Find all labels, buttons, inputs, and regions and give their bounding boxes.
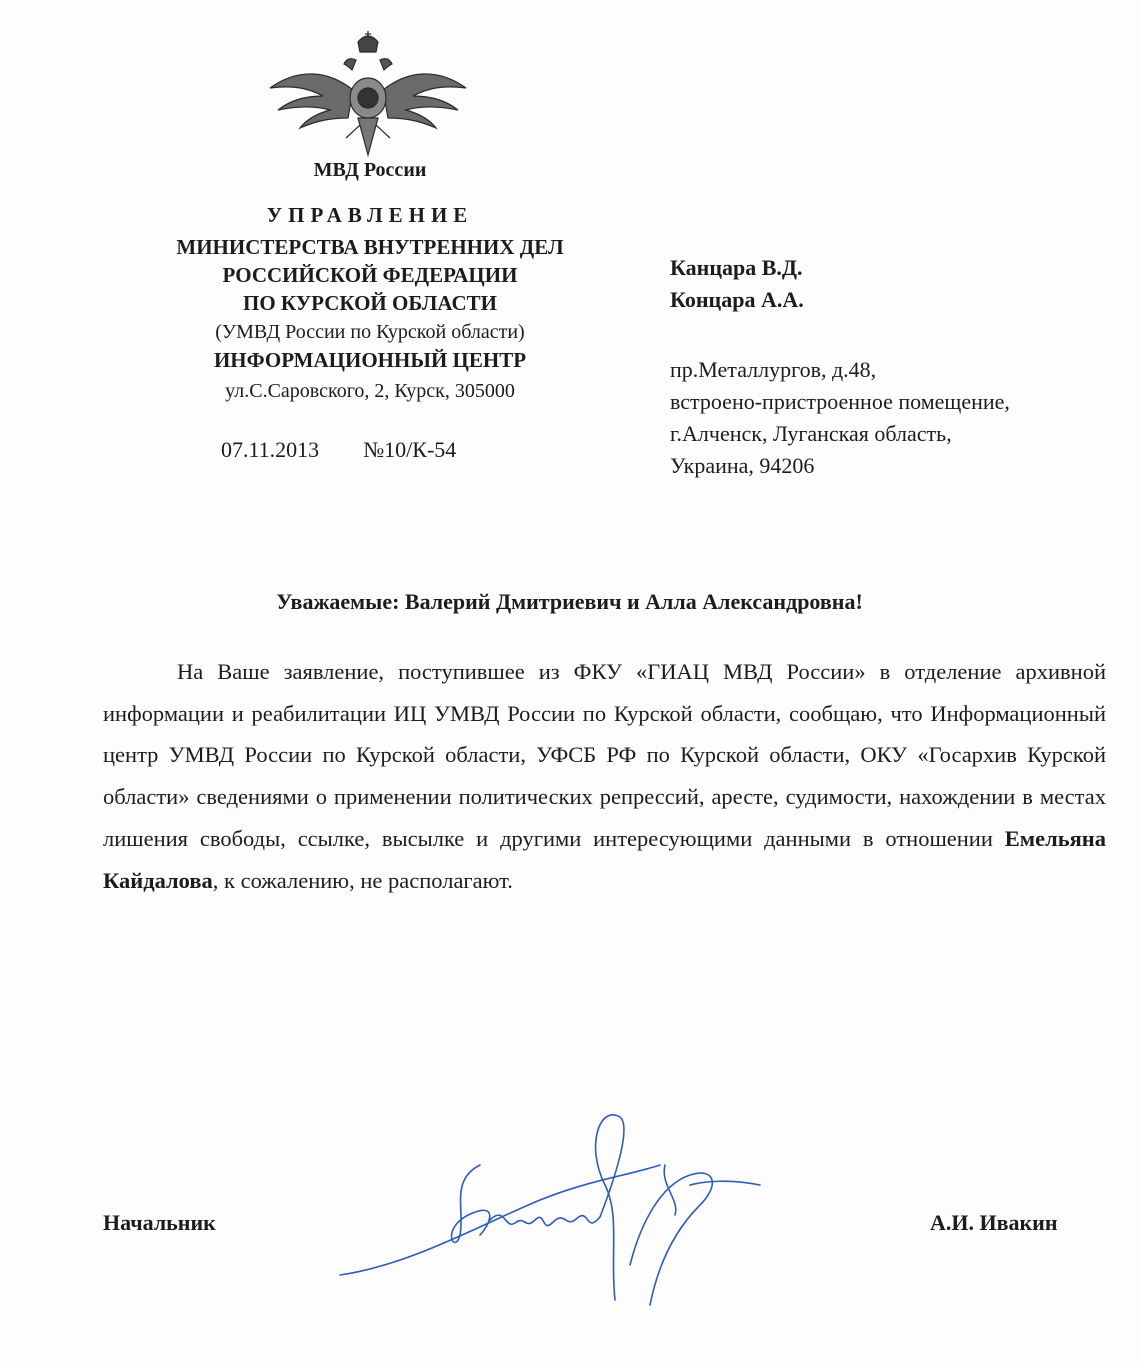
addressee-address-line: встроено-пристроенное помещение, (670, 389, 1010, 414)
addressee-address-line: пр.Металлургов, д.48, (670, 357, 877, 382)
header-line-region: ПО КУРСКОЙ ОБЛАСТИ (243, 291, 497, 315)
double-headed-eagle-emblem-icon (268, 30, 468, 160)
date-reg-line (221, 437, 456, 463)
registration-number: №10/К-54 (363, 437, 457, 462)
header-line-directorate: УПРАВЛЕНИЕ (266, 203, 474, 227)
addressee-address-line: Украина, 94206 (670, 453, 815, 478)
letter-body (103, 651, 1106, 901)
handwritten-signature-icon (330, 1105, 790, 1335)
signatory-name: А.И. Ивакин (930, 1210, 1058, 1235)
salutation: Уважаемые: Валерий Дмитриевич и Алла Александровна! (276, 589, 863, 614)
body-text-end: , к сожалению, не располагают. (212, 867, 513, 893)
subject-name: Емельяна Кайдалова (103, 825, 1106, 893)
header-line-info-center: ИНФОРМАЦИОННЫЙ ЦЕНТР (213, 348, 527, 372)
header-line-abbreviation: (УМВД России по Курской области) (215, 321, 525, 343)
letter-date: 07.11.2013 (221, 437, 320, 462)
addressee-address-line: г.Алченск, Луганская область, (670, 421, 952, 446)
ministry-name: МВД России (313, 159, 427, 181)
header-line-federation: РОССИЙСКОЙ ФЕДЕРАЦИИ (222, 263, 518, 287)
header-line-ministry: МИНИСТЕРСТВА ВНУТРЕННИХ ДЕЛ (176, 235, 564, 259)
body-paragraph (103, 651, 1106, 901)
signatory-position: Начальник (103, 1210, 216, 1235)
addressee-name-1: Канцара В.Д. (670, 255, 803, 280)
body-text: На Ваше заявление, поступившее из ФКУ «ГИАЦ МВД России» в отделение архивной информации и реабилитации ИЦ УМВД России по Курской области, сообщаю, что Информационный центр УМВД России по Курской области, УФСБ РФ по Курской области, ОКУ «Госархив Курской области» сведениями о применении политических репрессий, аресте, судимости, нахождении в местах лишения свободы, ссылке, высылке и другими интересующими данными в отношении (103, 659, 1106, 851)
addressee-name-2: Концара А.А. (670, 287, 804, 312)
header-address: ул.С.Саровского, 2, Курск, 305000 (225, 380, 515, 402)
